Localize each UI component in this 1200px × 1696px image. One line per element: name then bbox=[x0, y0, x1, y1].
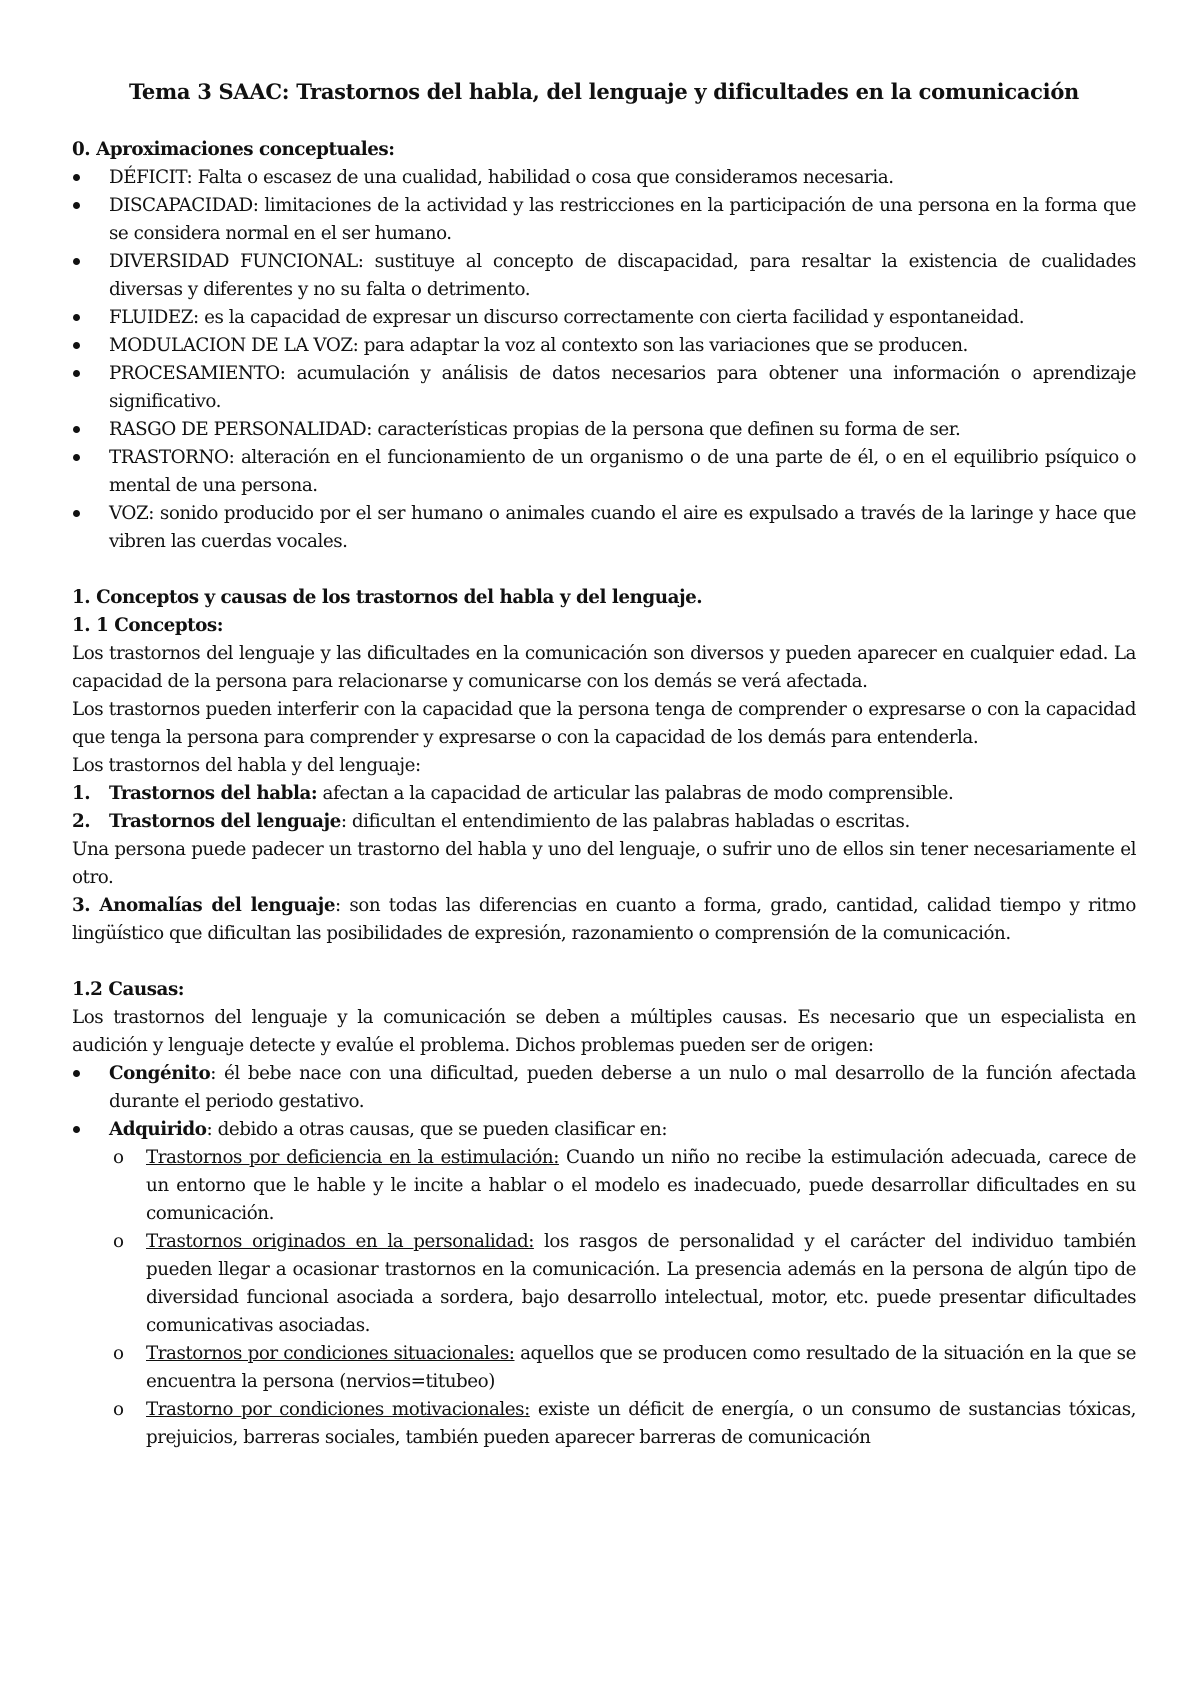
origin-list bbox=[72, 1060, 1136, 1452]
origin-text: : él bebe nace con una dificultad, pueden deberse a un nulo o mal desarrollo de la función afectada durante el periodo gestativo. bbox=[109, 1063, 1136, 1112]
cause-text: existe un déficit de energía, o un consumo de sustancias tóxicas, prejuicios, barreras sociales, también pueden aparecer barreras de comunicación bbox=[146, 1399, 1136, 1448]
disorder-item bbox=[72, 780, 1136, 808]
concept-item: VOZ: sonido producido por el ser humano o animales cuando el aire es expulsado a través de la laringe y hace que vibren las cuerdas vocales. bbox=[72, 500, 1136, 556]
acquired-causes-list bbox=[109, 1144, 1136, 1452]
list-number: 2. bbox=[72, 811, 91, 832]
cause-term: Trastornos por deficiencia en la estimulación: bbox=[146, 1147, 559, 1168]
section-0-heading: 0. Aproximaciones conceptuales: bbox=[72, 139, 395, 160]
circle-bullet-icon: o bbox=[113, 1147, 124, 1168]
paragraph: Los trastornos pueden interferir con la capacidad que la persona tenga de comprender o expresarse o con la capacidad que tenga la persona para comprender y expresarse o con la capacidad de los demás para entenderla. bbox=[72, 699, 1136, 748]
subsection-1-1-heading: 1. 1 Conceptos: bbox=[72, 615, 224, 636]
acquired-cause-item bbox=[109, 1144, 1136, 1228]
concepts-list bbox=[72, 164, 1136, 556]
cause-text: aquellos que se producen como resultado de la situación en la que se encuentra la persona (nervios=titubeo) bbox=[146, 1343, 1136, 1392]
circle-bullet-icon: o bbox=[113, 1399, 124, 1420]
paragraph: Los trastornos del lenguaje y las dificultades en la comunicación son diversos y pueden aparecer en cualquier edad. La capacidad de la persona para relacionarse y comunicarse con los demás se verá afectada. bbox=[72, 643, 1136, 692]
spacer bbox=[72, 556, 1136, 584]
concept-item: PROCESAMIENTO: acumulación y análisis de datos necesarios para obtener una información o aprendizaje significativo. bbox=[72, 360, 1136, 416]
cause-text: Cuando un niño no recibe la estimulación adecuada, carece de un entorno que le hable y le incite a hablar o el modelo es inadecuado, puede desarrollar dificultades en su comunicación. bbox=[146, 1147, 1137, 1224]
anomalias-term: 3. Anomalías del lenguaje bbox=[72, 895, 336, 916]
origin-text: : debido a otras causas, que se pueden clasificar en: bbox=[206, 1119, 668, 1140]
acquired-cause-item bbox=[109, 1340, 1136, 1396]
concept-item: MODULACION DE LA VOZ: para adaptar la voz al contexto son las variaciones que se producen. bbox=[72, 332, 1136, 360]
cause-term: Trastorno por condiciones motivacionales: bbox=[146, 1399, 530, 1420]
disorder-term: Trastornos del lenguaje bbox=[109, 811, 341, 832]
paragraph: Los trastornos del habla y del lenguaje: bbox=[72, 755, 421, 776]
concept-item: DISCAPACIDAD: limitaciones de la actividad y las restricciones en la participación de una persona en la forma que se considera normal en el ser humano. bbox=[72, 192, 1136, 248]
cause-text: los rasgos de personalidad y el carácter del individuo también pueden llegar a ocasionar trastornos en la comunicación. La presencia además en la persona de algún tipo de diversidad funcional asociada a sordera, bajo desarrollo intelectual, motor, etc. puede presentar dificultades comunicativas asociadas. bbox=[146, 1231, 1137, 1336]
document-title: Tema 3 SAAC: Trastornos del habla, del lenguaje y dificultades en la comunicación bbox=[128, 79, 1079, 104]
anomalias-text: : son todas las diferencias en cuanto a forma, grado, cantidad, calidad tiempo y ritmo lingüístico que dificultan las posibilidades de expresión, razonamiento o comprensión de la comunicación. bbox=[72, 895, 1136, 944]
paragraph: Una persona puede padecer un trastorno del habla y uno del lenguaje, o sufrir uno de ellos sin tener necesariamente el otro. bbox=[72, 839, 1136, 888]
list-number: 1. bbox=[72, 783, 91, 804]
circle-bullet-icon: o bbox=[113, 1343, 124, 1364]
concept-item: DIVERSIDAD FUNCIONAL: sustituye al concepto de discapacidad, para resaltar la existencia de cualidades diversas y diferentes y no su falta o detrimento. bbox=[72, 248, 1136, 304]
anomalias-paragraph bbox=[72, 892, 1136, 948]
origin-item-congenito bbox=[72, 1060, 1136, 1116]
origin-term: Congénito bbox=[109, 1063, 211, 1084]
disorder-item bbox=[72, 808, 1136, 836]
concept-item: DÉFICIT: Falta o escasez de una cualidad, habilidad o cosa que consideramos necesaria. bbox=[72, 164, 1136, 192]
disorders-list bbox=[72, 780, 1136, 836]
disorder-text: afectan a la capacidad de articular las palabras de modo comprensible. bbox=[317, 783, 954, 804]
cause-term: Trastornos por condiciones situacionales: bbox=[146, 1343, 515, 1364]
origin-item-adquirido bbox=[72, 1116, 1136, 1452]
cause-term: Trastornos originados en la personalidad: bbox=[146, 1231, 534, 1252]
paragraph: Los trastornos del lenguaje y la comunicación se deben a múltiples causas. Es necesario que un especialista en audición y lenguaje detecte y evalúe el problema. Dichos problemas pueden ser de origen: bbox=[72, 1007, 1136, 1056]
subsection-1-2-heading: 1.2 Causas: bbox=[72, 979, 185, 1000]
circle-bullet-icon: o bbox=[113, 1231, 124, 1252]
disorder-text: : dificultan el entendimiento de las palabras habladas o escritas. bbox=[340, 811, 910, 832]
concept-item: TRASTORNO: alteración en el funcionamiento de un organismo o de una parte de él, o en el equilibrio psíquico o mental de una persona. bbox=[72, 444, 1136, 500]
section-1-heading: 1. Conceptos y causas de los trastornos del habla y del lenguaje. bbox=[72, 587, 703, 608]
origin-term: Adquirido bbox=[109, 1119, 207, 1140]
acquired-cause-item bbox=[109, 1228, 1136, 1340]
spacer bbox=[72, 948, 1136, 976]
concept-item: FLUIDEZ: es la capacidad de expresar un discurso correctamente con cierta facilidad y espontaneidad. bbox=[72, 304, 1136, 332]
disorder-term: Trastornos del habla: bbox=[109, 783, 318, 804]
concept-item: RASGO DE PERSONALIDAD: características propias de la persona que definen su forma de ser. bbox=[72, 416, 1136, 444]
acquired-cause-item bbox=[109, 1396, 1136, 1452]
